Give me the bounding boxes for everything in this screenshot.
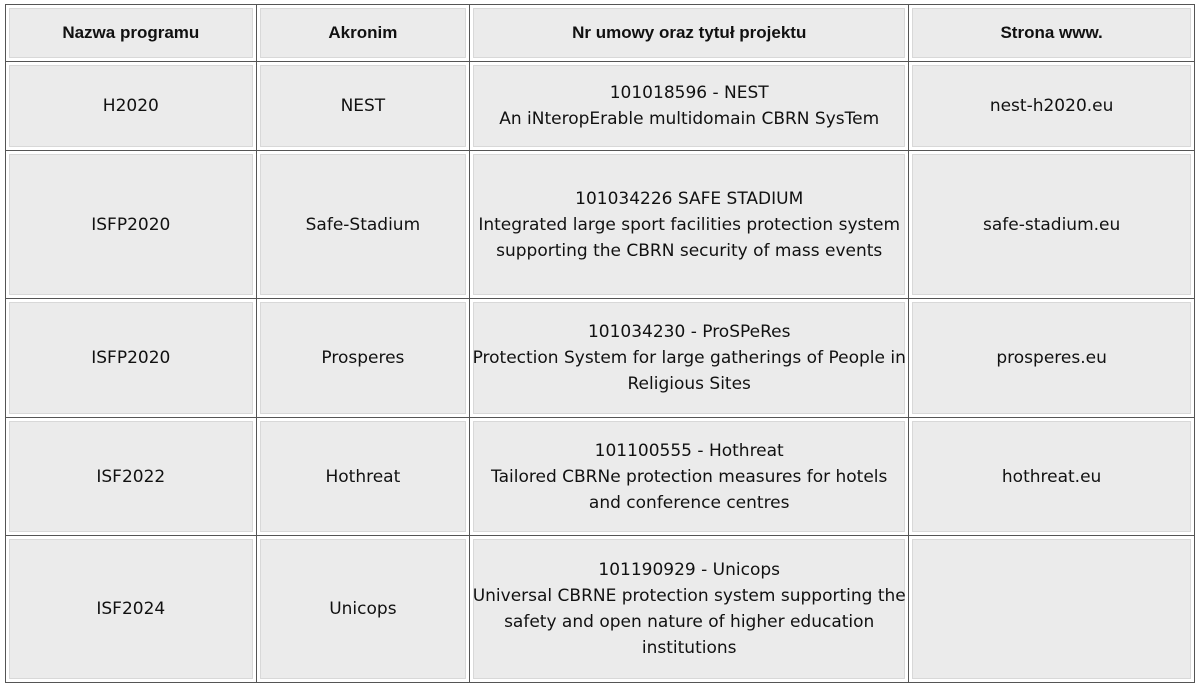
acronym-cell: Prosperes [260, 302, 467, 414]
website-cell: hothreat.eu [912, 421, 1191, 532]
project-title-line: Universal CBRNE protection system supporting the [472, 586, 906, 606]
project-title-line: safety and open nature of higher education [504, 612, 875, 632]
project-cell [473, 421, 905, 532]
header-row [6, 5, 1195, 62]
website-cell: prosperes.eu [912, 302, 1191, 414]
table-row [6, 299, 1195, 418]
header-program-label: Nazwa programu [9, 8, 253, 58]
project-number: 101190929 - Unicops [598, 560, 781, 580]
acronym-cell: Safe-Stadium [260, 154, 467, 295]
project-title-line: An iNteropErable multidomain CBRN SysTem [499, 109, 880, 129]
table-row [6, 151, 1195, 299]
project-cell [473, 154, 905, 295]
header-project [470, 5, 909, 62]
program-cell: ISF2022 [9, 421, 253, 532]
acronym-cell: NEST [260, 65, 467, 147]
project-number: 101018596 - NEST [609, 83, 769, 103]
header-program [6, 5, 257, 62]
website-cell: safe-stadium.eu [912, 154, 1191, 295]
program-cell: ISFP2020 [9, 302, 253, 414]
program-cell: ISFP2020 [9, 154, 253, 295]
project-number: 101100555 - Hothreat [594, 440, 784, 461]
table-row [6, 62, 1195, 151]
project-cell [473, 539, 905, 679]
projects-table [5, 4, 1195, 683]
acronym-cell: Unicops [260, 539, 467, 679]
website-cell [912, 539, 1191, 679]
table-row [6, 418, 1195, 536]
program-cell: H2020 [9, 65, 253, 147]
header-website-label: Strona www. [912, 8, 1191, 58]
project-title-line: Tailored CBRNe protection measures for hotels [491, 466, 888, 487]
project-cell [473, 65, 905, 147]
header-acronym-label: Akronim [260, 8, 467, 58]
project-title-line: and conference centres [588, 492, 790, 513]
project-title-line: Integrated large sport facilities protection system [478, 214, 901, 235]
project-title-line: supporting the CBRN security of mass events [496, 240, 883, 261]
program-cell: ISF2024 [9, 539, 253, 679]
project-number: 101034226 SAFE STADIUM [575, 188, 804, 209]
website-cell: nest-h2020.eu [912, 65, 1191, 147]
acronym-cell: Hothreat [260, 421, 467, 532]
project-title-line: Religious Sites [627, 374, 751, 394]
header-project-label: Nr umowy oraz tytuł projektu [473, 8, 905, 58]
project-number: 101034230 - ProSPeRes [587, 322, 791, 342]
header-acronym [257, 5, 471, 62]
header-website [909, 5, 1195, 62]
project-title-line: Protection System for large gatherings of People in [472, 348, 906, 368]
project-title-line: institutions [641, 638, 737, 658]
project-cell [473, 302, 905, 414]
table-row [6, 536, 1195, 683]
